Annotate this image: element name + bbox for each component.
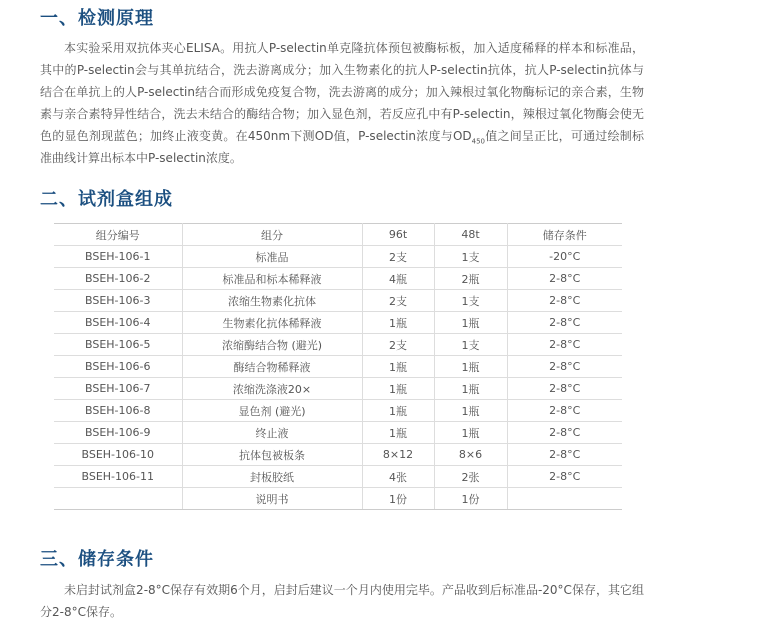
table-cell: 2张 bbox=[434, 466, 507, 488]
table-cell: 1瓶 bbox=[434, 378, 507, 400]
table-cell: 4张 bbox=[362, 466, 434, 488]
table-cell: 封板胶纸 bbox=[182, 466, 362, 488]
table-cell: 2-8°C bbox=[507, 378, 622, 400]
section-title-storage: 三、储存条件 bbox=[40, 549, 154, 570]
table-row bbox=[54, 400, 622, 422]
table-cell: 2支 bbox=[362, 246, 434, 268]
table-cell: BSEH-106-10 bbox=[54, 444, 182, 466]
table-row bbox=[54, 312, 622, 334]
table-cell: BSEH-106-11 bbox=[54, 466, 182, 488]
table-cell: BSEH-106-7 bbox=[54, 378, 182, 400]
table-cell: 1瓶 bbox=[362, 356, 434, 378]
table-cell: 8×12 bbox=[362, 444, 434, 466]
table-cell: 浓缩酶结合物 (避光) bbox=[182, 334, 362, 356]
table-cell: 酶结合物稀释液 bbox=[182, 356, 362, 378]
table-cell: BSEH-106-5 bbox=[54, 334, 182, 356]
table-cell: 4瓶 bbox=[362, 268, 434, 290]
table-row bbox=[54, 466, 622, 488]
table-cell: 显色剂 (避光) bbox=[182, 400, 362, 422]
table-cell: 1瓶 bbox=[362, 312, 434, 334]
table-cell: 1支 bbox=[434, 334, 507, 356]
table-cell: 1瓶 bbox=[434, 356, 507, 378]
table-cell: 标准品 bbox=[182, 246, 362, 268]
column-header: 组分 bbox=[182, 224, 362, 246]
table-row bbox=[54, 422, 622, 444]
table-cell: BSEH-106-1 bbox=[54, 246, 182, 268]
od-subscript: 450 bbox=[471, 137, 486, 146]
table-cell: 1支 bbox=[434, 290, 507, 312]
table-cell: BSEH-106-3 bbox=[54, 290, 182, 312]
table-cell: 1份 bbox=[434, 488, 507, 510]
table-cell: BSEH-106-4 bbox=[54, 312, 182, 334]
table-cell: -20°C bbox=[507, 246, 622, 268]
table-cell: 2-8°C bbox=[507, 422, 622, 444]
table-cell: 抗体包被板条 bbox=[182, 444, 362, 466]
table-row bbox=[54, 290, 622, 312]
table-cell: BSEH-106-9 bbox=[54, 422, 182, 444]
table-row bbox=[54, 488, 622, 510]
kit-components-table bbox=[54, 223, 622, 510]
table-cell: 2-8°C bbox=[507, 290, 622, 312]
column-header: 储存条件 bbox=[507, 224, 622, 246]
table-cell: 生物素化抗体稀释液 bbox=[182, 312, 362, 334]
table-cell: 2支 bbox=[362, 334, 434, 356]
storage-paragraph: 未启封试剂盒2-8°C保存有效期6个月，启封后建议一个月内使用完毕。产品收到后标准品-20°C保存，其它组分2-8°C保存。 bbox=[40, 583, 644, 619]
table-cell: 1瓶 bbox=[362, 422, 434, 444]
principle-text-tail: 值之间呈正比，可通过绘制标准曲线计算出标本中P-selectin浓度。 bbox=[40, 129, 644, 165]
section-title-principle: 一、检测原理 bbox=[40, 8, 154, 29]
table-cell: 2瓶 bbox=[434, 268, 507, 290]
table-cell: 2支 bbox=[362, 290, 434, 312]
table-row bbox=[54, 268, 622, 290]
table-cell bbox=[507, 488, 622, 510]
principle-paragraph bbox=[40, 37, 644, 169]
table-row bbox=[54, 356, 622, 378]
table-row bbox=[54, 378, 622, 400]
table-row bbox=[54, 444, 622, 466]
table-cell: 1瓶 bbox=[362, 378, 434, 400]
table-cell: 2-8°C bbox=[507, 444, 622, 466]
table-header-row bbox=[54, 224, 622, 246]
table-cell: 终止液 bbox=[182, 422, 362, 444]
table-cell bbox=[54, 488, 182, 510]
table-cell: 1份 bbox=[362, 488, 434, 510]
table-row bbox=[54, 334, 622, 356]
table-cell: 2-8°C bbox=[507, 400, 622, 422]
table-cell: BSEH-106-8 bbox=[54, 400, 182, 422]
table-row bbox=[54, 246, 622, 268]
table-cell: 1支 bbox=[434, 246, 507, 268]
table-cell: 2-8°C bbox=[507, 466, 622, 488]
table-cell: 1瓶 bbox=[362, 400, 434, 422]
table-cell: 2-8°C bbox=[507, 268, 622, 290]
table-cell: 2-8°C bbox=[507, 312, 622, 334]
column-header: 48t bbox=[434, 224, 507, 246]
table-cell: 说明书 bbox=[182, 488, 362, 510]
column-header: 组分编号 bbox=[54, 224, 182, 246]
table-cell: 标准品和标本稀释液 bbox=[182, 268, 362, 290]
principle-text-main: 本实验采用双抗体夹心ELISA。用抗人P-selectin单克隆抗体预包被酶标板，加入适度稀释的样本和标准品，其中的P-selectin会与其单抗结合，洗去游离成分；加入生物素化的抗人P-selectin抗体，抗人P-selectin抗体与结合在单抗上的人P-selectin结合而形成免疫复合物，洗去游离的成分；加入辣根过氧化物酶标记的亲合素，生物素与亲合素特异性结合，洗去未结合的酶结合物；加入显色剂，若反应孔中有P-selectin，辣根过氧化物酶会使无色的显色剂现蓝色；加终止液变黄。在450nm下测OD值，P-selectin浓度与OD bbox=[40, 41, 644, 143]
table-cell: BSEH-106-6 bbox=[54, 356, 182, 378]
table-cell: 1瓶 bbox=[434, 422, 507, 444]
table-cell: 浓缩洗涤液20× bbox=[182, 378, 362, 400]
section-title-kit: 二、试剂盒组成 bbox=[40, 189, 173, 210]
table-cell: BSEH-106-2 bbox=[54, 268, 182, 290]
table-cell: 8×6 bbox=[434, 444, 507, 466]
column-header: 96t bbox=[362, 224, 434, 246]
table-cell: 2-8°C bbox=[507, 334, 622, 356]
table-cell: 2-8°C bbox=[507, 356, 622, 378]
table-cell: 1瓶 bbox=[434, 312, 507, 334]
table-cell: 1瓶 bbox=[434, 400, 507, 422]
table-cell: 浓缩生物素化抗体 bbox=[182, 290, 362, 312]
